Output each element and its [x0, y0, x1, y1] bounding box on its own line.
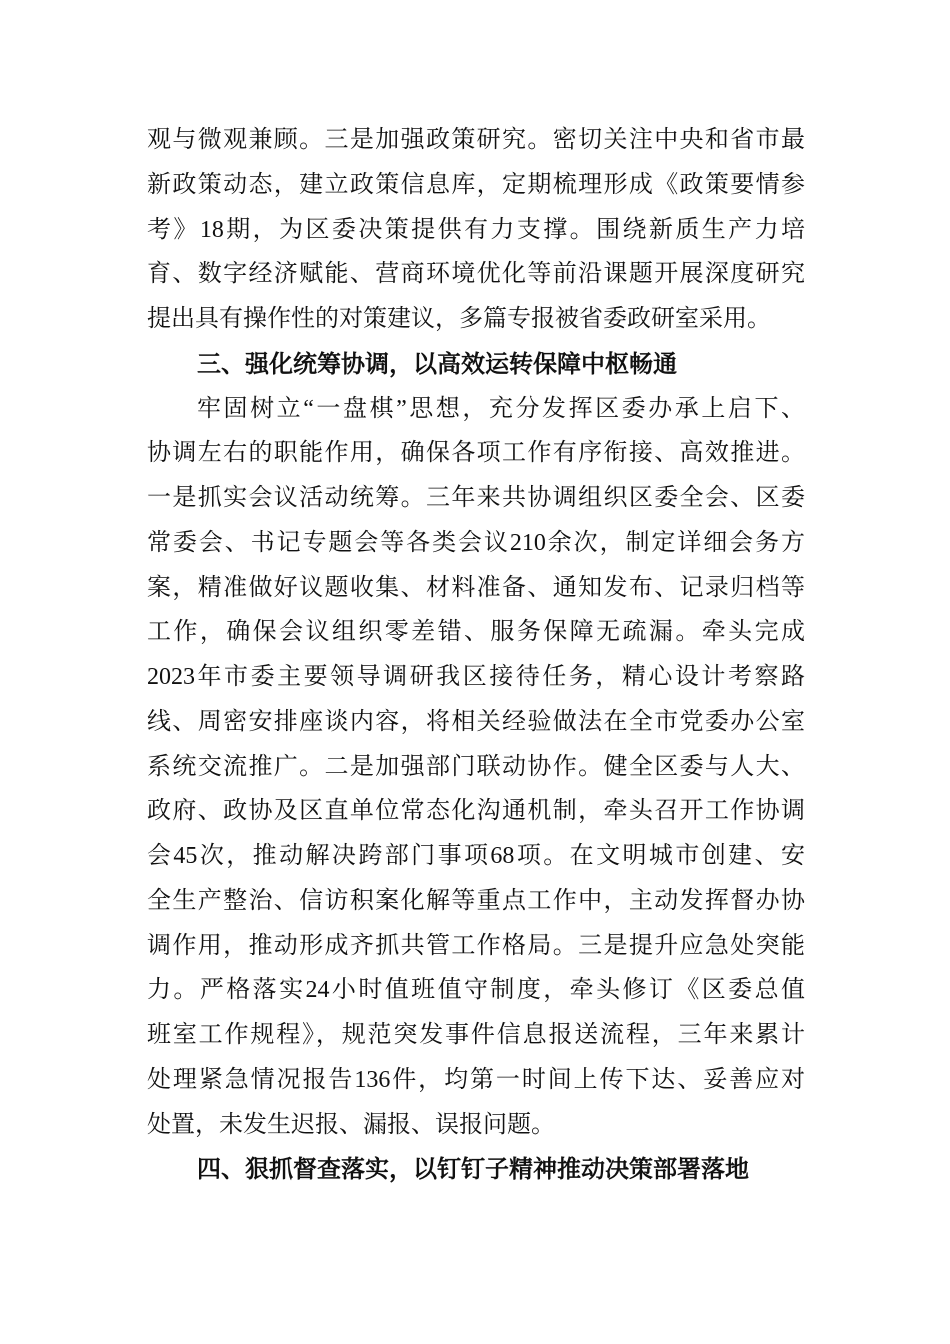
text-line: 育、数字经济赋能、营商环境优化等前沿课题开展深度研究 — [147, 261, 805, 288]
text-line: 2023年市委主要领导调研我区接待任务，精心设计考察路 — [147, 664, 805, 690]
text-line: 提出具有操作性的对策建议，多篇专报被省委政研室采用。 — [147, 306, 771, 332]
text-line: 观与微观兼顾。三是加强政策研究。密切关注中央和省市最 — [147, 127, 805, 153]
text-line: 处置，未发生迟报、漏报、误报问题。 — [147, 1111, 555, 1138]
text-line: 会45次，推动解决跨部门事项68项。在文明城市创建、安 — [147, 843, 805, 869]
text-line: 政府、政协及区直单位常态化沟通机制，牵头召开工作协调 — [147, 798, 805, 825]
text-line: 一是抓实会议活动统筹。三年来共协调组织区委全会、区委 — [147, 485, 805, 511]
document-body — [147, 118, 805, 1192]
text-line: 常委会、书记专题会等各类会议210余次，制定详细会务方 — [147, 529, 805, 556]
text-line: 调作用，推动形成齐抓共管工作格局。三是提升应急处突能 — [147, 932, 805, 959]
text-line: 力。严格落实24小时值班值守制度，牵头修订《区委总值 — [147, 977, 805, 1004]
text-line: 考》18期，为区委决策提供有力支撑。围绕新质生产力培 — [147, 216, 805, 243]
text-line: 班室工作规程》，规范突发事件信息报送流程，三年来累计 — [147, 1022, 805, 1048]
section-heading: 四、狠抓督查落实，以钉钉子精神推动决策部署落地 — [197, 1155, 749, 1184]
paragraph — [147, 118, 805, 342]
text-line: 新政策动态，建立政策信息库，定期梳理形成《政策要情参 — [147, 171, 805, 198]
text-line: 协调左右的职能作用，确保各项工作有序衔接、高效推进。 — [147, 440, 805, 467]
text-line: 牢固树立“一盘棋”思想，充分发挥区委办承上启下、 — [197, 395, 805, 422]
text-line: 案，精准做好议题收集、材料准备、通知发布、记录归档等 — [147, 574, 805, 601]
text-line: 线、周密安排座谈内容，将相关经验做法在全市党委办公室 — [147, 708, 805, 735]
section-heading: 三、强化统筹协调，以高效运转保障中枢畅通 — [197, 349, 677, 378]
text-line: 系统交流推广。二是加强部门联动协作。健全区委与人大、 — [147, 753, 805, 780]
text-line: 处理紧急情况报告136件，均第一时间上传下达、妥善应对 — [147, 1066, 805, 1093]
text-line: 全生产整治、信访积案化解等重点工作中，主动发挥督办协 — [147, 887, 805, 914]
paragraph — [147, 387, 805, 1148]
text-line: 工作，确保会议组织零差错、服务保障无疏漏。牵头完成 — [147, 619, 805, 646]
